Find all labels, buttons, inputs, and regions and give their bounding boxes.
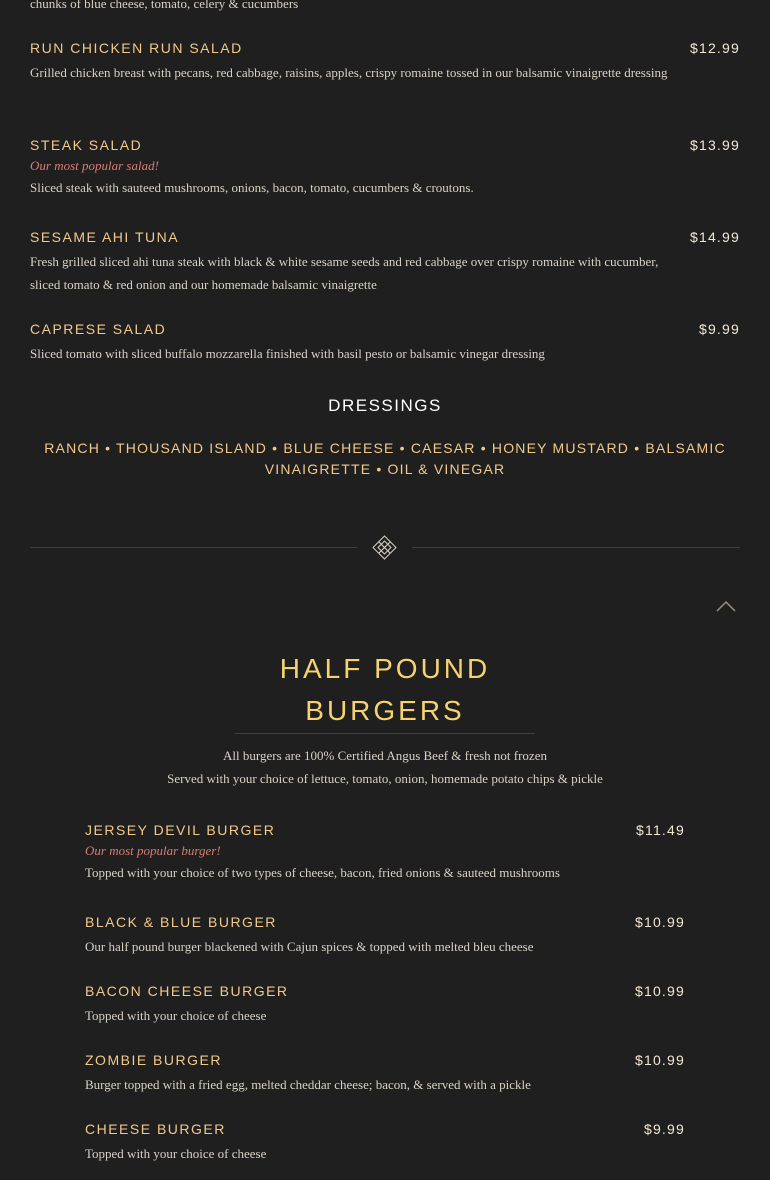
diamond-ornament-icon [372, 535, 397, 560]
item-name: BACON CHEESE BURGER [85, 983, 289, 999]
item-description: Topped with your choice of cheese [85, 1008, 267, 1023]
item-note: Our most popular salad! [30, 158, 159, 173]
dressings-heading: DRESSINGS [328, 396, 442, 415]
item-name: CAPRESE SALAD [30, 321, 167, 337]
item-price: $9.99 [698, 321, 740, 337]
menu-item-run-chicken-run-salad [30, 40, 740, 84]
menu-item-jersey-devil-burger [85, 822, 685, 884]
section-subtitle: All burgers are 100% Certified Angus Beef & fresh not frozen [223, 748, 547, 763]
item-description: Topped with your choice of two types of cheese, bacon, fried onions & sauteed mushrooms [85, 865, 560, 880]
item-description: Sliced tomato with sliced buffalo mozzarella finished with basil pesto or balsamic vinegar dressing [30, 346, 545, 361]
menu-item-black-and-blue-burger [85, 914, 685, 958]
item-name: SESAME AHI TUNA [30, 229, 180, 245]
item-name: RUN CHICKEN RUN SALAD [30, 40, 243, 56]
item-description: Fresh grilled sliced ahi tuna steak with black & white sesame seeds and red cabbage over crispy romaine with cucumber, sliced tomato & red onion and our homemade balsamic vinaigrette [30, 254, 659, 292]
menu-item-bacon-cheese-burger [85, 983, 685, 1027]
item-price: $13.99 [689, 137, 740, 153]
chevron-up-icon[interactable] [714, 598, 738, 614]
item-price: $11.49 [636, 822, 685, 838]
item-price: $9.99 [643, 1121, 685, 1137]
item-name: CHEESE BURGER [85, 1121, 226, 1137]
item-price: $14.99 [689, 229, 740, 245]
section-title-underline [235, 733, 535, 734]
item-name: BLACK & BLUE BURGER [85, 914, 277, 930]
menu-item-cheese-burger [85, 1121, 685, 1165]
item-description: Grilled chicken breast with pecans, red cabbage, raisins, apples, crispy romaine tossed in our balsamic vinaigrette dressing [30, 65, 668, 80]
dressings-list: RANCH • THOUSAND ISLAND • BLUE CHEESE • CAESAR • HONEY MUSTARD • BALSAMIC VINAIGRETTE • OIL & VINEGAR [44, 440, 726, 477]
item-price: $10.99 [634, 914, 685, 930]
item-name: STEAK SALAD [30, 137, 143, 153]
item-description: Our half pound burger blackened with Cajun spices & topped with melted bleu cheese [85, 939, 534, 954]
item-description: Topped with your choice of cheese [85, 1146, 267, 1161]
divider-line-left [30, 547, 357, 548]
item-description: Burger topped with a fried egg, melted cheddar cheese; bacon, & served with a pickle [85, 1077, 531, 1092]
section-title-line2: BURGERS [305, 695, 465, 726]
menu-item-caprese-salad [30, 321, 740, 365]
menu-item-sesame-ahi-tuna [30, 229, 740, 296]
section-subtitle: Served with your choice of lettuce, tomato, onion, homemade potato chips & pickle [167, 771, 603, 786]
section-title-half-pound-burgers [0, 648, 770, 732]
divider-line-right [412, 547, 740, 548]
section-title-line1: HALF POUND [279, 653, 491, 684]
item-description: Sliced steak with sauteed mushrooms, onions, bacon, tomato, cucumbers & croutons. [30, 180, 474, 195]
item-price: $12.99 [689, 40, 740, 56]
previous-item-description: chunks of blue cheese, tomato, celery & cucumbers [30, 0, 299, 11]
item-price: $10.99 [634, 1052, 685, 1068]
menu-item-steak-salad [30, 137, 740, 199]
item-price: $10.99 [634, 983, 685, 999]
item-note: Our most popular burger! [85, 843, 221, 858]
item-name: JERSEY DEVIL BURGER [85, 822, 276, 838]
item-name: ZOMBIE BURGER [85, 1052, 222, 1068]
menu-item-zombie-burger [85, 1052, 685, 1096]
